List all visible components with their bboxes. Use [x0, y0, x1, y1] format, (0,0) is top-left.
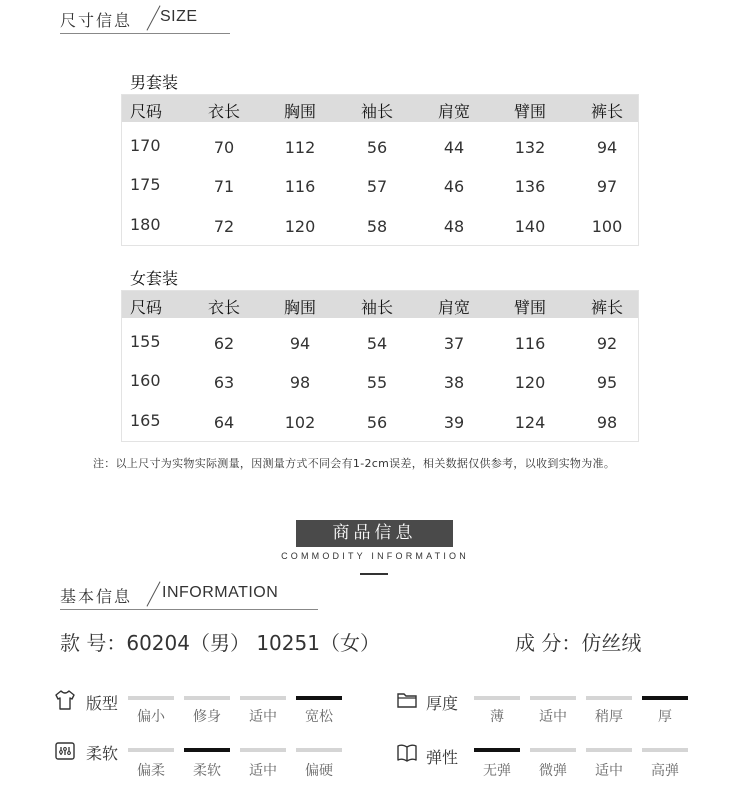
- size-cell: 180: [130, 215, 161, 234]
- attribute-label: 柔软: [86, 744, 119, 763]
- measure-cell: 64: [213, 413, 235, 432]
- column-header: 肩宽: [437, 102, 470, 121]
- measure-cell: 120: [284, 217, 316, 236]
- model-number: 款 号：60204（男） 10251（女）: [60, 631, 380, 655]
- men-table-title: 男套装: [130, 73, 179, 92]
- level-option: 柔软: [193, 763, 221, 779]
- level-bar: [586, 748, 632, 752]
- level-bar: [530, 748, 576, 752]
- column-header: 肩宽: [437, 298, 470, 317]
- measure-cell: 63: [213, 373, 235, 392]
- level-option: 偏硬: [305, 763, 333, 779]
- column-header: 臂围: [513, 102, 546, 121]
- commodity-banner: 商品信息: [296, 520, 453, 547]
- column-header: 臂围: [513, 298, 546, 317]
- info-header-en: INFORMATION: [162, 584, 279, 601]
- measure-cell: 116: [284, 177, 316, 196]
- column-header: 胸围: [283, 102, 316, 121]
- measure-cell: 44: [443, 138, 465, 157]
- women-size-table: [121, 290, 639, 442]
- level-option: 适中: [249, 763, 277, 779]
- measure-cell: 71: [213, 177, 235, 196]
- softness-icon: [54, 740, 76, 762]
- measure-cell: 92: [596, 334, 618, 353]
- level-bar: [128, 748, 174, 752]
- level-option: 宽松: [305, 709, 333, 725]
- level-option: 高弹: [651, 763, 679, 779]
- level-option: 适中: [249, 709, 277, 725]
- men-size-table: [121, 94, 639, 246]
- measure-cell: 98: [289, 373, 311, 392]
- attribute-label: 厚度: [426, 694, 459, 713]
- measure-cell: 62: [213, 334, 235, 353]
- measure-cell: 46: [443, 177, 465, 196]
- measure-cell: 94: [596, 138, 618, 157]
- level-bar: [184, 748, 230, 752]
- column-header: 袖长: [360, 102, 393, 121]
- level-bar: [296, 748, 342, 752]
- column-header: 衣长: [207, 298, 240, 317]
- column-header: 尺码: [130, 102, 163, 121]
- size-header-en: SIZE: [160, 8, 198, 25]
- women-table-title: 女套装: [130, 269, 179, 288]
- women-table-header: [122, 291, 638, 318]
- tshirt-icon: [54, 689, 76, 711]
- level-bar: [240, 748, 286, 752]
- level-option: 偏小: [137, 709, 165, 725]
- measure-cell: 136: [514, 177, 546, 196]
- header-underline: [60, 609, 318, 610]
- measure-cell: 48: [443, 217, 465, 236]
- measure-cell: 100: [591, 217, 623, 236]
- attribute-label: 弹性: [426, 748, 459, 767]
- size-note: 注：以上尺寸为实物实际测量，因测量方式不同会有1-2cm误差，相关数据仅供参考，以收到实物为准。: [93, 457, 616, 470]
- measure-cell: 39: [443, 413, 465, 432]
- folder-icon: [396, 689, 418, 711]
- measure-cell: 56: [366, 138, 388, 157]
- measure-cell: 37: [443, 334, 465, 353]
- level-bar: [586, 696, 632, 700]
- measure-cell: 95: [596, 373, 618, 392]
- measure-cell: 38: [443, 373, 465, 392]
- measure-cell: 98: [596, 413, 618, 432]
- measure-cell: 120: [514, 373, 546, 392]
- book-icon: [396, 742, 418, 764]
- level-bar: [296, 696, 342, 700]
- measure-cell: 54: [366, 334, 388, 353]
- size-header-cn: 尺寸信息: [60, 11, 133, 30]
- header-slash: [146, 5, 160, 30]
- measure-cell: 112: [284, 138, 316, 157]
- level-option: 稍厚: [595, 709, 623, 725]
- attribute-label: 版型: [86, 694, 119, 713]
- level-option: 修身: [193, 709, 221, 725]
- measure-cell: 140: [514, 217, 546, 236]
- column-header: 尺码: [130, 298, 163, 317]
- men-table-header: [122, 95, 638, 122]
- size-cell: 160: [130, 371, 161, 390]
- size-cell: 175: [130, 175, 161, 194]
- level-bar: [642, 748, 688, 752]
- level-bar: [240, 696, 286, 700]
- measure-cell: 57: [366, 177, 388, 196]
- column-header: 胸围: [283, 298, 316, 317]
- size-cell: 165: [130, 411, 161, 430]
- measure-cell: 132: [514, 138, 546, 157]
- level-bar: [474, 696, 520, 700]
- measure-cell: 94: [289, 334, 311, 353]
- level-bar: [128, 696, 174, 700]
- column-header: 袖长: [360, 298, 393, 317]
- level-option: 适中: [539, 709, 567, 725]
- level-option: 无弹: [483, 763, 511, 779]
- size-cell: 170: [130, 136, 161, 155]
- measure-cell: 72: [213, 217, 235, 236]
- level-bar: [530, 696, 576, 700]
- measure-cell: 70: [213, 138, 235, 157]
- column-header: 裤长: [590, 298, 623, 317]
- material: 成 分：仿丝绒: [515, 631, 642, 655]
- level-bar: [474, 748, 520, 752]
- header-underline: [60, 33, 230, 34]
- measure-cell: 97: [596, 177, 618, 196]
- measure-cell: 55: [366, 373, 388, 392]
- column-header: 裤长: [590, 102, 623, 121]
- level-option: 薄: [490, 709, 504, 725]
- column-header: 衣长: [207, 102, 240, 121]
- header-slash: [146, 581, 160, 606]
- measure-cell: 56: [366, 413, 388, 432]
- level-option: 适中: [595, 763, 623, 779]
- measure-cell: 58: [366, 217, 388, 236]
- level-option: 偏柔: [137, 763, 165, 779]
- level-bar: [642, 696, 688, 700]
- measure-cell: 116: [514, 334, 546, 353]
- level-option: 微弹: [539, 763, 567, 779]
- size-cell: 155: [130, 332, 161, 351]
- level-bar: [184, 696, 230, 700]
- measure-cell: 102: [284, 413, 316, 432]
- measure-cell: 124: [514, 413, 546, 432]
- commodity-subtitle: COMMODITY INFORMATION: [281, 551, 469, 561]
- level-option: 厚: [658, 709, 672, 725]
- info-header-cn: 基本信息: [60, 587, 133, 606]
- commodity-divider: [360, 573, 388, 575]
